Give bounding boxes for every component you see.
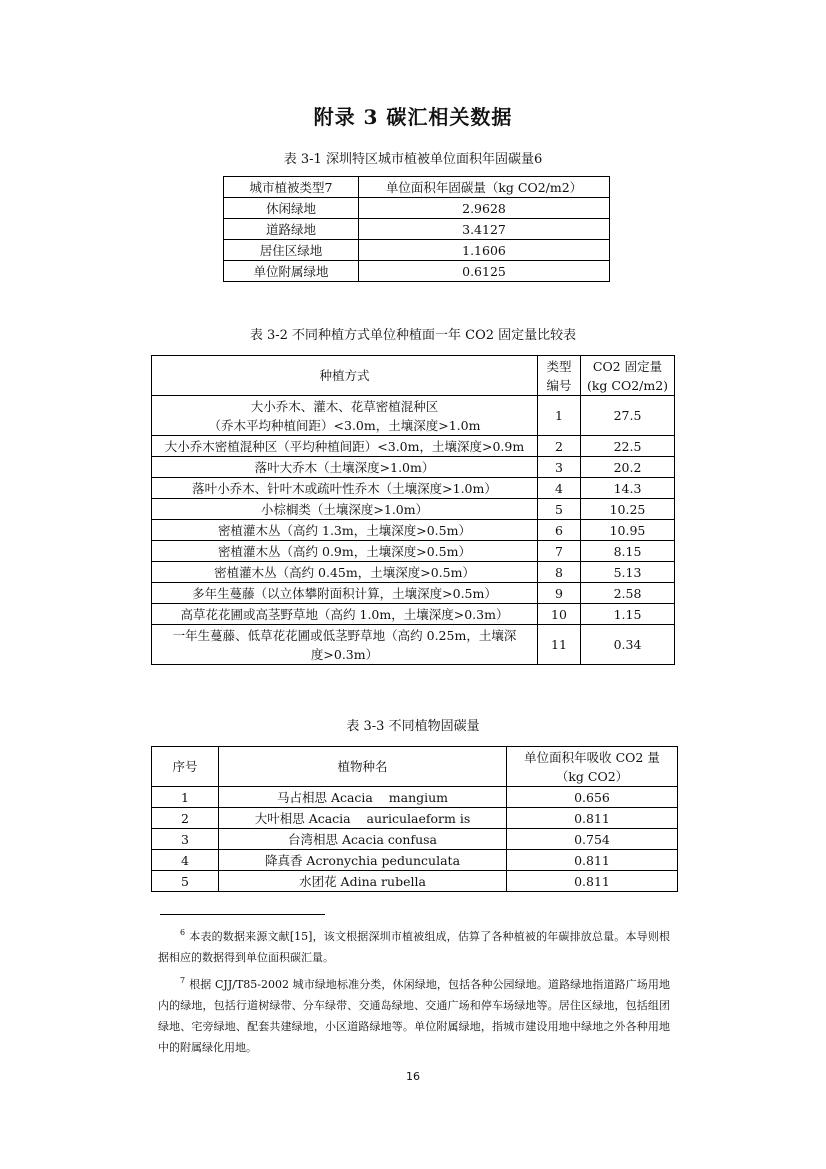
- cell-planting-method: 高草花花圃或高茎野草地（高约 1.0m，土壤深度>0.3m）: [152, 604, 538, 625]
- header-co2-line2: (kg CO2/m2): [586, 377, 669, 393]
- page-number: 16: [406, 1070, 420, 1083]
- footnote-mark: 6: [180, 928, 186, 937]
- header-index: 序号: [152, 747, 219, 787]
- header-absorb-line2: （kg CO2）: [555, 768, 629, 784]
- cell-species: 台湾相思 Acacia confusa: [219, 829, 507, 850]
- cell-type-number: 5: [538, 499, 581, 520]
- cell-absorption: 0.811: [507, 808, 678, 829]
- cell-co2-value: 8.15: [581, 541, 675, 562]
- table-row: [152, 541, 675, 562]
- cell-value: 2.9628: [359, 198, 610, 219]
- table-row: [152, 583, 675, 604]
- cell-planting-method: 密植灌木丛（高约 1.3m，土壤深度>0.5m）: [152, 520, 538, 541]
- cell-index: 3: [152, 829, 219, 850]
- cell-co2-value: 14.3: [581, 478, 675, 499]
- footnote-text: 本表的数据来源文献[15]，该文根据深圳市植被组成，估算了各种植被的年碳排放总量。本导则根据相应的数据得到单位面积碳汇量。: [158, 930, 670, 964]
- cell-co2-value: 2.58: [581, 583, 675, 604]
- method-line1: 大小乔木、灌木、花草密植混种区: [250, 398, 439, 414]
- table-row: [152, 520, 675, 541]
- cell-value: 3.4127: [359, 219, 610, 240]
- footnote-7: [158, 970, 670, 1058]
- cell-type-number: 1: [538, 396, 581, 436]
- cell-index: 2: [152, 808, 219, 829]
- cell-vegetation-type: 道路绿地: [224, 219, 359, 240]
- cell-species: 降真香 Acronychia pedunculata: [219, 850, 507, 871]
- cell-co2-value: 10.95: [581, 520, 675, 541]
- cell-species: 马占相思 Acacia mangium: [219, 787, 507, 808]
- cell-species: 大叶相思 Acacia auriculaeform is: [219, 808, 507, 829]
- cell-co2-value: 20.2: [581, 457, 675, 478]
- header-vegetation-type: 城市植被类型7: [224, 177, 359, 198]
- table-header-row: [152, 747, 678, 787]
- cell-co2-value: 10.25: [581, 499, 675, 520]
- table-carbon-by-vegetation: [223, 176, 610, 282]
- table-row: [152, 436, 675, 457]
- footnote-separator: [160, 914, 325, 915]
- table-header-row: [152, 356, 675, 396]
- cell-type-number: 10: [538, 604, 581, 625]
- cell-planting-method: 落叶小乔木、针叶木或疏叶性乔木（土壤深度>1.0m）: [152, 478, 538, 499]
- cell-type-number: 11: [538, 625, 581, 665]
- cell-vegetation-type: 单位附属绿地: [224, 261, 359, 282]
- cell-planting-method: 多年生蔓藤（以立体攀附面积计算，土壤深度>0.5m）: [152, 583, 538, 604]
- cell-absorption: 0.811: [507, 850, 678, 871]
- header-type-number: [538, 356, 581, 396]
- table-row: [152, 499, 675, 520]
- cell-planting-method: 落叶大乔木（土壤深度>1.0m）: [152, 457, 538, 478]
- cell-planting-method: 密植灌木丛（高约 0.45m，土壤深度>0.5m）: [152, 562, 538, 583]
- footnote-text: 根据 CJJ/T85-2002 城市绿地标准分类，休闲绿地，包括各种公园绿地。道路绿地指道路广场用地内的绿地，包括行道树绿带、分车绿带、交通岛绿地、交通广场和停车场绿地等。居住区绿地，包括组团绿地、宅旁绿地、配套共建绿地，小区道路绿地等。单位附属绿地，指城市建设用地中绿地之外各种用地中的附属绿化用地。: [158, 978, 670, 1054]
- cell-planting-method: [152, 625, 538, 665]
- cell-absorption: 0.811: [507, 871, 678, 892]
- cell-co2-value: 0.34: [581, 625, 675, 665]
- cell-value: 0.6125: [359, 261, 610, 282]
- table-row: [224, 240, 610, 261]
- table-row: [152, 396, 675, 436]
- cell-absorption: 0.656: [507, 787, 678, 808]
- table-row: [224, 219, 610, 240]
- cell-co2-value: 27.5: [581, 396, 675, 436]
- cell-vegetation-type: 休闲绿地: [224, 198, 359, 219]
- cell-planting-method: 小棕榈类（土壤深度>1.0m）: [152, 499, 538, 520]
- table-row: [152, 829, 678, 850]
- method-line2: （乔木平均种植间距）<3.0m，土壤深度>1.0m: [208, 417, 481, 433]
- table-plant-carbon: [151, 746, 678, 892]
- table-row: [224, 261, 610, 282]
- table-row: [152, 604, 675, 625]
- header-planting-method: 种植方式: [152, 356, 538, 396]
- cell-absorption: 0.754: [507, 829, 678, 850]
- cell-species: 水团花 Adina rubella: [219, 871, 507, 892]
- footnote-mark: 7: [180, 976, 186, 985]
- cell-type-number: 6: [538, 520, 581, 541]
- table-row: [152, 457, 675, 478]
- table1-caption: 表 3-1 深圳特区城市植被单位面积年固碳量6: [283, 152, 543, 167]
- cell-index: 1: [152, 787, 219, 808]
- table2-caption: 表 3-2 不同种植方式单位种植面一年 CO2 固定量比较表: [249, 328, 577, 343]
- table3-caption: 表 3-3 不同植物固碳量: [346, 719, 480, 734]
- table-row: [152, 625, 675, 665]
- cell-type-number: 7: [538, 541, 581, 562]
- header-annual-absorption: [507, 747, 678, 787]
- footnote-6: [158, 922, 670, 968]
- cell-type-number: 9: [538, 583, 581, 604]
- cell-co2-value: 22.5: [581, 436, 675, 457]
- method-line1: 一年生蔓藤、低草花花圃或低茎野草地（高约 0.25m，土壤深: [172, 627, 517, 643]
- table-row: [152, 478, 675, 499]
- header-species: 植物种名: [219, 747, 507, 787]
- table-row: [152, 808, 678, 829]
- cell-type-number: 8: [538, 562, 581, 583]
- table-row: [152, 787, 678, 808]
- cell-planting-method: 密植灌木丛（高约 0.9m，土壤深度>0.5m）: [152, 541, 538, 562]
- table-row: [224, 198, 610, 219]
- cell-co2-value: 5.13: [581, 562, 675, 583]
- cell-planting-method: 大小乔木密植混种区（平均种植间距）<3.0m，土壤深度>0.9m: [152, 436, 538, 457]
- header-absorb-line1: 单位面积年吸收 CO2 量: [524, 749, 660, 765]
- header-type-line2: 编号: [546, 377, 572, 393]
- cell-type-number: 3: [538, 457, 581, 478]
- page-title: 附录 3 碳汇相关数据: [313, 105, 513, 129]
- header-co2-line1: CO2 固定量: [592, 358, 663, 374]
- cell-type-number: 4: [538, 478, 581, 499]
- table-header-row: [224, 177, 610, 198]
- table-row: [152, 562, 675, 583]
- cell-type-number: 2: [538, 436, 581, 457]
- cell-index: 4: [152, 850, 219, 871]
- method-line2: 度>0.3m）: [310, 646, 379, 662]
- cell-index: 5: [152, 871, 219, 892]
- table-row: [152, 850, 678, 871]
- header-type-line1: 类型: [546, 358, 572, 374]
- cell-value: 1.1606: [359, 240, 610, 261]
- cell-co2-value: 1.15: [581, 604, 675, 625]
- header-annual-sequestration: 单位面积年固碳量（kg CO2/m2）: [359, 177, 610, 198]
- cell-vegetation-type: 居住区绿地: [224, 240, 359, 261]
- table-planting-methods: [151, 355, 675, 665]
- cell-planting-method: [152, 396, 538, 436]
- table-row: [152, 871, 678, 892]
- header-co2-fixed: [581, 356, 675, 396]
